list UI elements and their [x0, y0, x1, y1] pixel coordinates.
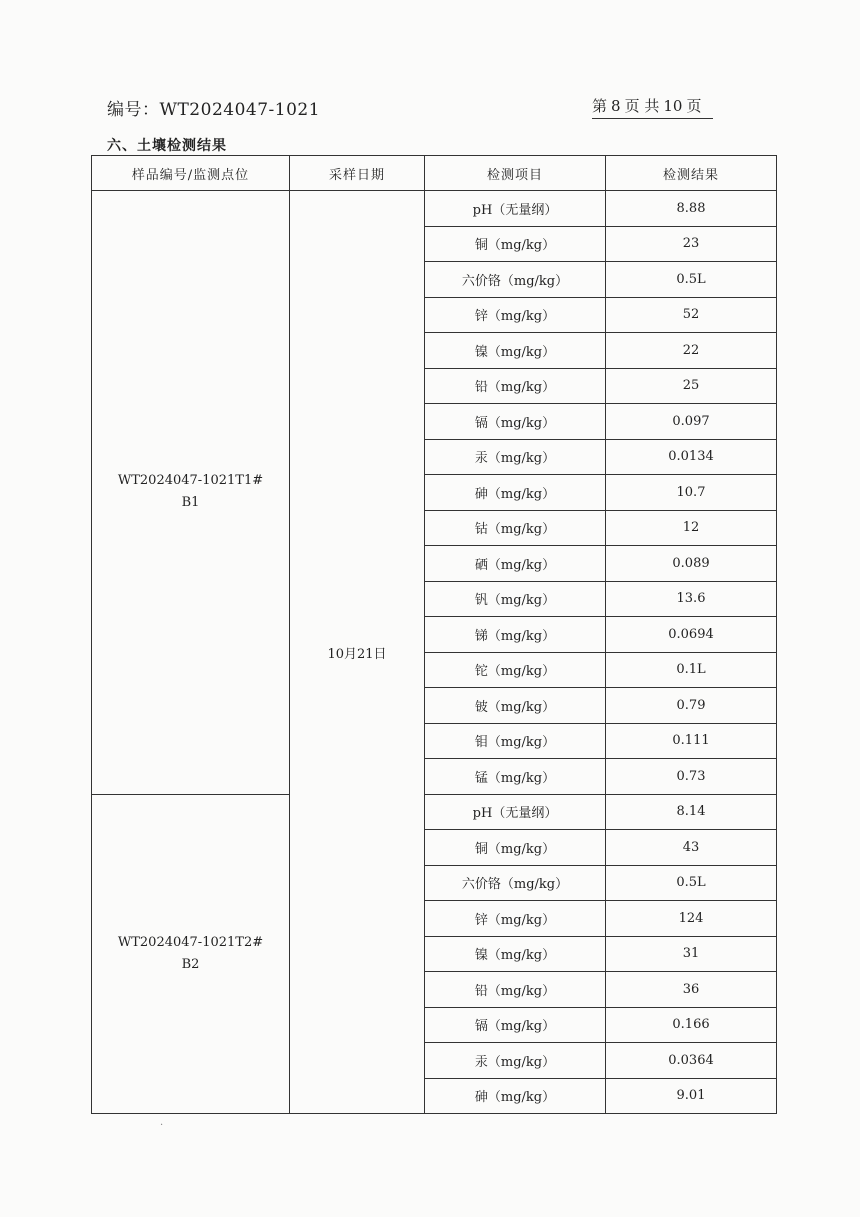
test-result-cell: 43 [606, 830, 777, 866]
table-row [92, 794, 777, 830]
test-item-cell: 钒（mg/kg） [425, 581, 606, 617]
test-result-cell: 0.111 [606, 723, 777, 759]
test-item-cell: 镉（mg/kg） [425, 1007, 606, 1043]
test-item-cell: 钴（mg/kg） [425, 510, 606, 546]
test-result-cell: 25 [606, 368, 777, 404]
sampling-date-cell: 10月21日 [290, 191, 425, 1114]
page-current: 8 [611, 97, 621, 115]
test-result-cell: 0.089 [606, 546, 777, 582]
test-result-cell: 0.097 [606, 404, 777, 440]
test-result-cell: 52 [606, 297, 777, 333]
test-item-cell: pH（无量纲） [425, 794, 606, 830]
test-result-cell: 0.166 [606, 1007, 777, 1043]
test-item-cell: 锑（mg/kg） [425, 617, 606, 653]
test-item-cell: 铜（mg/kg） [425, 226, 606, 262]
table-header [92, 156, 777, 191]
test-result-cell: 0.0364 [606, 1043, 777, 1079]
test-result-cell: 0.0694 [606, 617, 777, 653]
page-prefix: 第 [592, 97, 608, 115]
test-item-cell: 铜（mg/kg） [425, 830, 606, 866]
test-result-cell: 31 [606, 936, 777, 972]
sample-id: WT2024047-1021T2# [117, 934, 264, 950]
test-item-cell: 六价铬（mg/kg） [425, 262, 606, 298]
test-item-cell: 镉（mg/kg） [425, 404, 606, 440]
table-body [92, 191, 777, 1114]
sample-cell [92, 794, 290, 1114]
test-item-cell: 铅（mg/kg） [425, 368, 606, 404]
test-item-cell: 镍（mg/kg） [425, 936, 606, 972]
test-item-cell: 砷（mg/kg） [425, 475, 606, 511]
sample-id: WT2024047-1021T1# [117, 473, 264, 489]
page-total: 10 [663, 97, 683, 115]
table-row [92, 191, 777, 227]
test-item-cell: 锰（mg/kg） [425, 759, 606, 795]
col-sample: 样品编号/监测点位 [92, 156, 290, 191]
test-result-cell: 0.0134 [606, 439, 777, 475]
col-date: 采样日期 [290, 156, 425, 191]
test-item-cell: 铍（mg/kg） [425, 688, 606, 724]
test-result-cell: 12 [606, 510, 777, 546]
col-result: 检测结果 [606, 156, 777, 191]
sample-point: B1 [181, 495, 200, 511]
sample-point: B2 [181, 956, 200, 972]
test-result-cell: 0.5L [606, 262, 777, 298]
scan-speck: · [160, 1120, 164, 1131]
test-item-cell: 汞（mg/kg） [425, 439, 606, 475]
test-result-cell: 0.5L [606, 865, 777, 901]
test-result-cell: 22 [606, 333, 777, 369]
page-indicator [592, 95, 713, 119]
test-item-cell: 六价铬（mg/kg） [425, 865, 606, 901]
test-item-cell: 锌（mg/kg） [425, 901, 606, 937]
test-result-cell: 0.73 [606, 759, 777, 795]
test-item-cell: pH（无量纲） [425, 191, 606, 227]
test-item-cell: 硒（mg/kg） [425, 546, 606, 582]
test-item-cell: 锌（mg/kg） [425, 297, 606, 333]
test-result-cell: 8.88 [606, 191, 777, 227]
section-title: 六、土壤检测结果 [107, 138, 227, 154]
page-mid: 页 共 [624, 97, 660, 115]
report-number-value: WT2024047-1021 [159, 100, 321, 120]
test-item-cell: 铅（mg/kg） [425, 972, 606, 1008]
test-result-cell: 36 [606, 972, 777, 1008]
test-result-cell: 10.7 [606, 475, 777, 511]
test-result-cell: 0.1L [606, 652, 777, 688]
test-result-cell: 23 [606, 226, 777, 262]
test-item-cell: 汞（mg/kg） [425, 1043, 606, 1079]
sample-cell [92, 191, 290, 795]
header-row [92, 156, 777, 191]
test-item-cell: 铊（mg/kg） [425, 652, 606, 688]
test-item-cell: 镍（mg/kg） [425, 333, 606, 369]
test-result-cell: 0.79 [606, 688, 777, 724]
report-number-label: 编号： [107, 100, 160, 120]
test-result-cell: 124 [606, 901, 777, 937]
test-result-cell: 13.6 [606, 581, 777, 617]
test-result-cell: 9.01 [606, 1078, 777, 1114]
soil-results-table [91, 155, 777, 1114]
report-number [107, 95, 320, 120]
page-suffix: 页 [686, 97, 702, 115]
test-result-cell: 8.14 [606, 794, 777, 830]
test-item-cell: 钼（mg/kg） [425, 723, 606, 759]
test-item-cell: 砷（mg/kg） [425, 1078, 606, 1114]
col-item: 检测项目 [425, 156, 606, 191]
